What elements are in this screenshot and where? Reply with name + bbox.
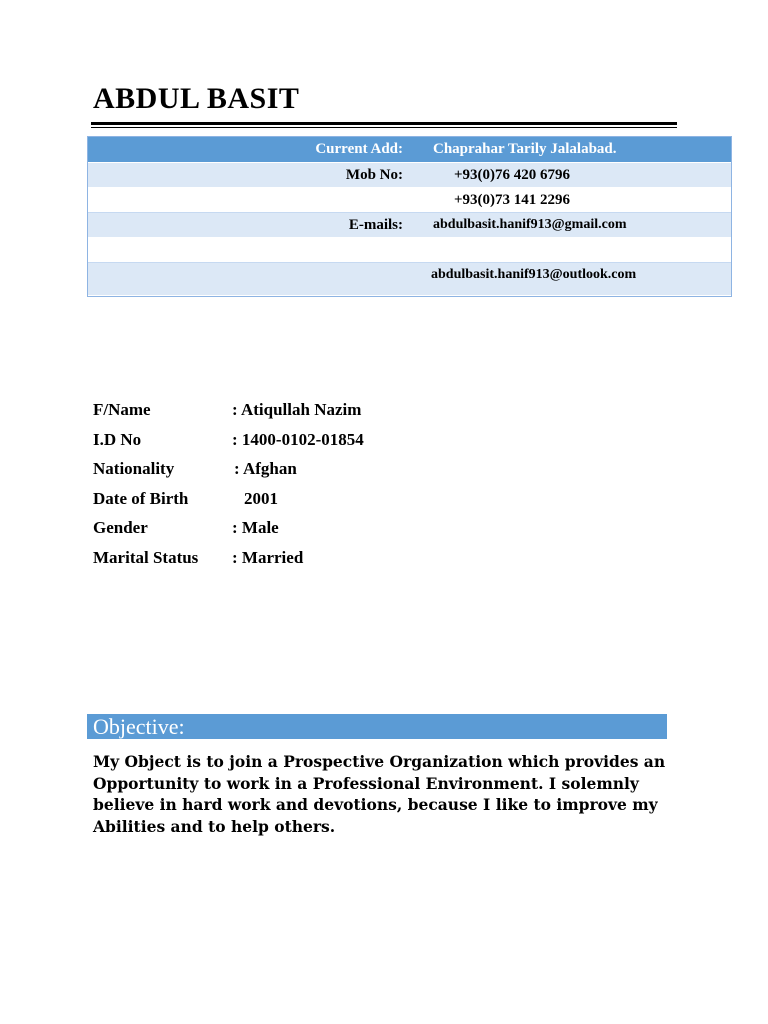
contact-row-blank: [88, 238, 731, 263]
mobile-number-1: +93(0)76 420 6796: [454, 167, 571, 183]
info-key: I.D No: [93, 429, 142, 449]
info-value: : Married: [232, 547, 304, 567]
address-value: Chaprahar Tarily Jalalabad.: [433, 141, 617, 157]
info-value: : Atiqullah Nazim: [232, 400, 362, 419]
contact-row-address: [88, 137, 731, 163]
contact-row-mobile-1: [88, 163, 731, 188]
info-value: 2001: [244, 488, 278, 508]
email-1: abdulbasit.hanif913@gmail.com: [433, 217, 627, 232]
objective-heading: Objective:: [87, 714, 667, 739]
info-key: F/Name: [93, 400, 151, 419]
objective-text: My Object is to join a Prospective Organization which provides an Opportunity to work in a Professional Environment. I solemnly believe in hard work and devotions, because I like to improve my Abilities and to help others.: [93, 752, 666, 836]
contact-row-email-1: [88, 213, 731, 238]
info-key: Marital Status: [93, 547, 199, 567]
title-underline: [91, 122, 677, 125]
contact-row-mobile-2: [88, 188, 731, 213]
resume-name: ABDUL BASIT: [93, 82, 300, 115]
info-key: Nationality: [93, 459, 175, 478]
contact-row-email-2: [88, 263, 731, 296]
info-value: : Afghan: [234, 459, 297, 478]
email-label: E-mails:: [348, 217, 403, 233]
mobile-number-2: +93(0)73 141 2296: [454, 192, 571, 208]
info-key: Gender: [93, 518, 148, 537]
mobile-label: Mob No:: [345, 167, 403, 183]
address-label: Current Add:: [315, 141, 403, 157]
title-underline-thin: [91, 127, 677, 128]
info-value: : 1400-0102-01854: [232, 429, 364, 449]
info-key: Date of Birth: [93, 488, 189, 508]
contact-table: [87, 136, 732, 297]
info-value: : Male: [232, 518, 279, 537]
email-2: abdulbasit.hanif913@outlook.com: [431, 267, 637, 282]
